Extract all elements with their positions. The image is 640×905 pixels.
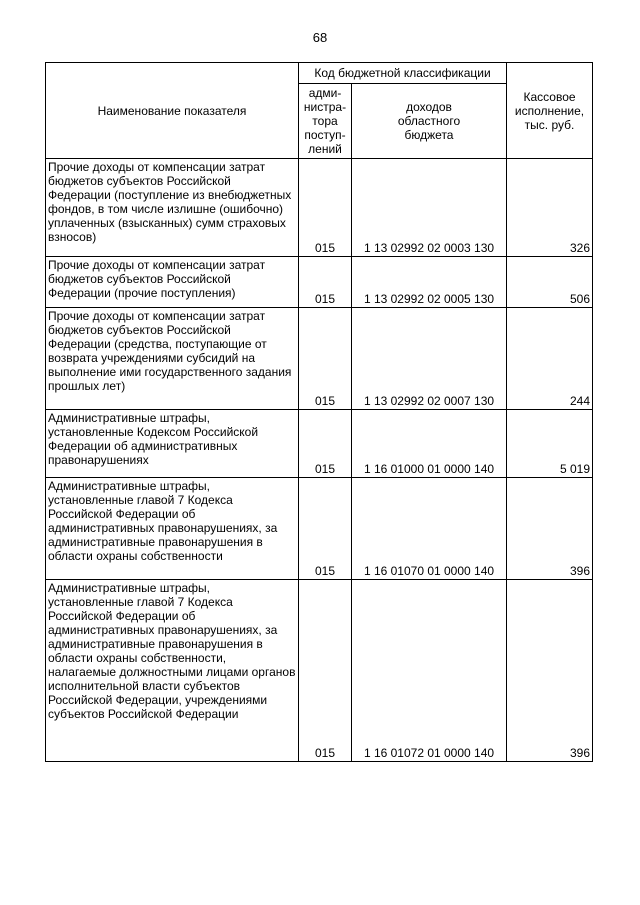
column-header-admin: адми- нистра- тора поступ- лений: [299, 84, 352, 159]
row-name: Административные штрафы, установленные главой 7 Кодекса Российской Федерации об административных правонарушениях, за административные правонарушения в области охраны собственности: [46, 478, 299, 580]
row-revenue-code: 1 16 01072 01 0000 140: [352, 580, 507, 762]
budget-table: [45, 62, 593, 762]
row-amount: 326: [507, 159, 593, 257]
row-admin-code: 015: [299, 478, 352, 580]
row-revenue-code: 1 13 02992 02 0007 130: [352, 308, 507, 410]
page-number: 68: [312, 30, 328, 45]
row-name: Прочие доходы от компенсации затрат бюджетов субъектов Российской Федерации (средства, поступающие от возврата учреждениями субсидий на выполнение ими государственного задания прошлых лет): [46, 308, 299, 410]
row-amount: 396: [507, 580, 593, 762]
table-row: [46, 580, 593, 762]
row-revenue-code: 1 13 02992 02 0003 130: [352, 159, 507, 257]
column-header-amount: Кассовое исполнение, тыс. руб.: [507, 63, 593, 159]
column-header-revenue: доходов областного бюджета: [352, 84, 507, 159]
row-admin-code: 015: [299, 308, 352, 410]
table-row: [46, 159, 593, 257]
row-amount: 244: [507, 308, 593, 410]
row-name: Прочие доходы от компенсации затрат бюджетов субъектов Российской Федерации (поступление из внебюджетных фондов, в том числе излишне (ошибочно) уплаченных (взысканных) сумм страховых взносов): [46, 159, 299, 257]
column-header-code-group: Код бюджетной классификации: [299, 63, 507, 84]
row-name: Прочие доходы от компенсации затрат бюджетов субъектов Российской Федерации (прочие поступления): [46, 257, 299, 308]
table-row: [46, 308, 593, 410]
row-amount: 396: [507, 478, 593, 580]
column-header-name: Наименование показателя: [46, 63, 299, 159]
row-revenue-code: 1 16 01000 01 0000 140: [352, 410, 507, 478]
row-admin-code: 015: [299, 410, 352, 478]
table-row: [46, 257, 593, 308]
table-row: [46, 478, 593, 580]
table-row: [46, 410, 593, 478]
row-amount: 506: [507, 257, 593, 308]
row-admin-code: 015: [299, 257, 352, 308]
row-revenue-code: 1 13 02992 02 0005 130: [352, 257, 507, 308]
row-admin-code: 015: [299, 580, 352, 762]
row-name: Административные штрафы, установленные Кодексом Российской Федерации об административных правонарушениях: [46, 410, 299, 478]
row-name: Административные штрафы, установленные главой 7 Кодекса Российской Федерации об административных правонарушениях, за административные правонарушения в области охраны собственности, налагаемые должностными лицами органов исполнительной власти субъектов Российской Федерации, учреждениями субъектов Российской Федерации: [46, 580, 299, 762]
row-admin-code: 015: [299, 159, 352, 257]
row-revenue-code: 1 16 01070 01 0000 140: [352, 478, 507, 580]
row-amount: 5 019: [507, 410, 593, 478]
